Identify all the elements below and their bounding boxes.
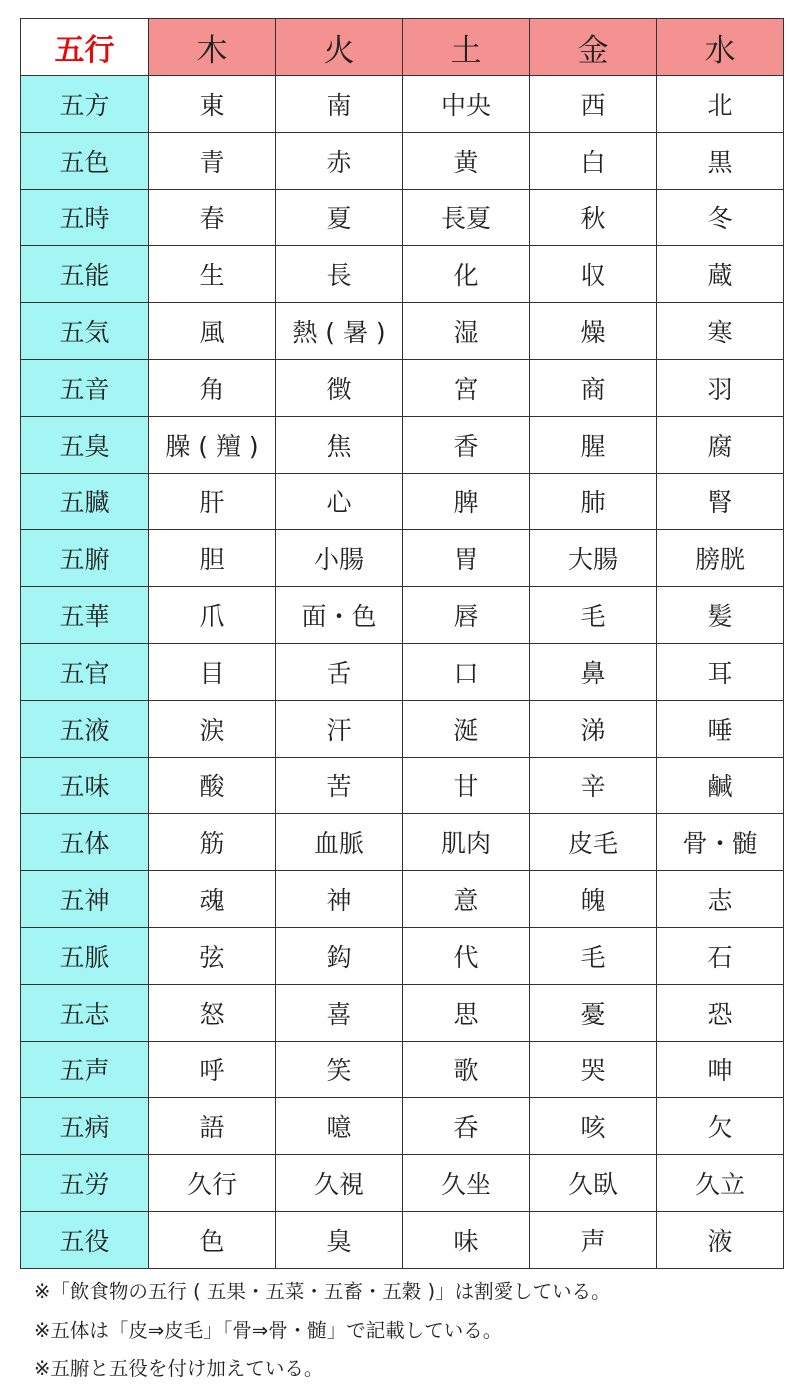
table-row bbox=[21, 246, 784, 303]
table-cell: 久視 bbox=[276, 1155, 403, 1212]
table-cell: 腎 bbox=[657, 473, 784, 530]
row-header: 五役 bbox=[21, 1211, 149, 1268]
table-cell: 燥 bbox=[530, 303, 657, 360]
table-cell: 骨・髄 bbox=[657, 814, 784, 871]
table-cell: 血脈 bbox=[276, 814, 403, 871]
row-header: 五色 bbox=[21, 132, 149, 189]
table-cell: 呼 bbox=[149, 1041, 276, 1098]
five-elements-table bbox=[20, 18, 784, 1269]
table-cell: 焦 bbox=[276, 416, 403, 473]
table-cell: 黄 bbox=[403, 132, 530, 189]
table-cell: 口 bbox=[403, 643, 530, 700]
table-cell: 志 bbox=[657, 871, 784, 928]
table-cell: 唾 bbox=[657, 700, 784, 757]
table-row bbox=[21, 303, 784, 360]
table-cell: 目 bbox=[149, 643, 276, 700]
row-header: 五神 bbox=[21, 871, 149, 928]
table-cell: 肺 bbox=[530, 473, 657, 530]
table-cell: 恐 bbox=[657, 984, 784, 1041]
table-cell: 声 bbox=[530, 1211, 657, 1268]
table-cell: 小腸 bbox=[276, 530, 403, 587]
row-header: 五声 bbox=[21, 1041, 149, 1098]
table-header-row bbox=[21, 19, 784, 76]
table-cell: 収 bbox=[530, 246, 657, 303]
table-cell: 角 bbox=[149, 359, 276, 416]
row-header: 五臭 bbox=[21, 416, 149, 473]
table-cell: 白 bbox=[530, 132, 657, 189]
table-row bbox=[21, 1041, 784, 1098]
table-cell: 心 bbox=[276, 473, 403, 530]
table-cell: 呑 bbox=[403, 1098, 530, 1155]
table-body bbox=[21, 76, 784, 1269]
table-cell: 香 bbox=[403, 416, 530, 473]
table-cell: 赤 bbox=[276, 132, 403, 189]
row-header: 五能 bbox=[21, 246, 149, 303]
table-cell: 宮 bbox=[403, 359, 530, 416]
table-cell: 呻 bbox=[657, 1041, 784, 1098]
table-cell: 怒 bbox=[149, 984, 276, 1041]
table-row bbox=[21, 757, 784, 814]
table-cell: 欠 bbox=[657, 1098, 784, 1155]
table-cell: 長夏 bbox=[403, 189, 530, 246]
table-cell: 毛 bbox=[530, 927, 657, 984]
row-header: 五臓 bbox=[21, 473, 149, 530]
table-cell: 咳 bbox=[530, 1098, 657, 1155]
table-cell: 苦 bbox=[276, 757, 403, 814]
row-header: 五志 bbox=[21, 984, 149, 1041]
table-cell: 臭 bbox=[276, 1211, 403, 1268]
table-row bbox=[21, 189, 784, 246]
table-cell: 髪 bbox=[657, 587, 784, 644]
table-cell: 神 bbox=[276, 871, 403, 928]
table-cell: 東 bbox=[149, 76, 276, 133]
table-cell: 胃 bbox=[403, 530, 530, 587]
table-cell: 笑 bbox=[276, 1041, 403, 1098]
footnotes bbox=[34, 1276, 774, 1392]
table-cell: 冬 bbox=[657, 189, 784, 246]
table-row bbox=[21, 814, 784, 871]
table-cell: 代 bbox=[403, 927, 530, 984]
table-cell: 鈎 bbox=[276, 927, 403, 984]
row-header: 五病 bbox=[21, 1098, 149, 1155]
table-cell: 面・色 bbox=[276, 587, 403, 644]
row-header: 五方 bbox=[21, 76, 149, 133]
table-cell: 皮毛 bbox=[530, 814, 657, 871]
column-header: 水 bbox=[657, 19, 784, 76]
table-row bbox=[21, 76, 784, 133]
table-cell: 南 bbox=[276, 76, 403, 133]
footnote: ※五体は「皮⇒皮毛」「骨⇒骨・髄」で記載している。 bbox=[34, 1318, 503, 1342]
row-header: 五液 bbox=[21, 700, 149, 757]
table-cell: 液 bbox=[657, 1211, 784, 1268]
table-cell: 噫 bbox=[276, 1098, 403, 1155]
row-header: 五味 bbox=[21, 757, 149, 814]
table-cell: 久坐 bbox=[403, 1155, 530, 1212]
row-header: 五気 bbox=[21, 303, 149, 360]
table-row bbox=[21, 984, 784, 1041]
table-cell: 舌 bbox=[276, 643, 403, 700]
table-cell: 化 bbox=[403, 246, 530, 303]
table-cell: 意 bbox=[403, 871, 530, 928]
table-row bbox=[21, 871, 784, 928]
table-cell: 商 bbox=[530, 359, 657, 416]
table-cell: 鼻 bbox=[530, 643, 657, 700]
table-cell: 夏 bbox=[276, 189, 403, 246]
table-cell: 脾 bbox=[403, 473, 530, 530]
table-cell: 久立 bbox=[657, 1155, 784, 1212]
table-row bbox=[21, 587, 784, 644]
table-cell: 膀胱 bbox=[657, 530, 784, 587]
table-cell: 秋 bbox=[530, 189, 657, 246]
table-cell: 徴 bbox=[276, 359, 403, 416]
row-header: 五時 bbox=[21, 189, 149, 246]
footnote: ※「飲食物の五行 ( 五果・五菜・五畜・五穀 )」は割愛している。 bbox=[34, 1280, 611, 1303]
table-cell: 語 bbox=[149, 1098, 276, 1155]
table-cell: 寒 bbox=[657, 303, 784, 360]
table-cell: 耳 bbox=[657, 643, 784, 700]
table-cell: 唇 bbox=[403, 587, 530, 644]
row-header: 五労 bbox=[21, 1155, 149, 1212]
table-cell: 汗 bbox=[276, 700, 403, 757]
table-cell: 胆 bbox=[149, 530, 276, 587]
table-cell: 味 bbox=[403, 1211, 530, 1268]
table-cell: 臊 ( 羶 ) bbox=[149, 416, 276, 473]
row-header: 五音 bbox=[21, 359, 149, 416]
table-cell: 魂 bbox=[149, 871, 276, 928]
corner-label: 五行 bbox=[21, 19, 149, 76]
table-row bbox=[21, 927, 784, 984]
table-cell: 毛 bbox=[530, 587, 657, 644]
table-row bbox=[21, 530, 784, 587]
table-row bbox=[21, 132, 784, 189]
table-cell: 憂 bbox=[530, 984, 657, 1041]
table-cell: 肝 bbox=[149, 473, 276, 530]
table-row bbox=[21, 1098, 784, 1155]
table-cell: 弦 bbox=[149, 927, 276, 984]
table-cell: 哭 bbox=[530, 1041, 657, 1098]
column-header: 土 bbox=[403, 19, 530, 76]
table-cell: 熱 ( 暑 ) bbox=[276, 303, 403, 360]
table-cell: 思 bbox=[403, 984, 530, 1041]
column-header: 火 bbox=[276, 19, 403, 76]
table-cell: 涕 bbox=[530, 700, 657, 757]
table-cell: 筋 bbox=[149, 814, 276, 871]
table-row bbox=[21, 643, 784, 700]
table-cell: 爪 bbox=[149, 587, 276, 644]
table-cell: 湿 bbox=[403, 303, 530, 360]
table-cell: 生 bbox=[149, 246, 276, 303]
table-cell: 色 bbox=[149, 1211, 276, 1268]
table-cell: 羽 bbox=[657, 359, 784, 416]
table-cell: 甘 bbox=[403, 757, 530, 814]
table-cell: 久行 bbox=[149, 1155, 276, 1212]
table-cell: 腥 bbox=[530, 416, 657, 473]
table-cell: 魄 bbox=[530, 871, 657, 928]
table-row bbox=[21, 700, 784, 757]
table-cell: 腐 bbox=[657, 416, 784, 473]
table-cell: 肌肉 bbox=[403, 814, 530, 871]
table-cell: 黒 bbox=[657, 132, 784, 189]
table-cell: 石 bbox=[657, 927, 784, 984]
table-row bbox=[21, 1155, 784, 1212]
table-row bbox=[21, 473, 784, 530]
row-header: 五華 bbox=[21, 587, 149, 644]
column-header: 金 bbox=[530, 19, 657, 76]
table-cell: 久臥 bbox=[530, 1155, 657, 1212]
table-cell: 辛 bbox=[530, 757, 657, 814]
table-cell: 酸 bbox=[149, 757, 276, 814]
table-cell: 春 bbox=[149, 189, 276, 246]
table-cell: 風 bbox=[149, 303, 276, 360]
table-cell: 長 bbox=[276, 246, 403, 303]
table-cell: 北 bbox=[657, 76, 784, 133]
table-cell: 大腸 bbox=[530, 530, 657, 587]
table-row bbox=[21, 1211, 784, 1268]
table-cell: 西 bbox=[530, 76, 657, 133]
row-header: 五脈 bbox=[21, 927, 149, 984]
table-cell: 喜 bbox=[276, 984, 403, 1041]
table-cell: 涎 bbox=[403, 700, 530, 757]
table-cell: 鹹 bbox=[657, 757, 784, 814]
column-header: 木 bbox=[149, 19, 276, 76]
table-cell: 蔵 bbox=[657, 246, 784, 303]
table-row bbox=[21, 416, 784, 473]
table-cell: 歌 bbox=[403, 1041, 530, 1098]
row-header: 五体 bbox=[21, 814, 149, 871]
table-cell: 中央 bbox=[403, 76, 530, 133]
table-row bbox=[21, 359, 784, 416]
row-header: 五官 bbox=[21, 643, 149, 700]
footnote: ※五腑と五役を付け加えている。 bbox=[34, 1357, 324, 1380]
row-header: 五腑 bbox=[21, 530, 149, 587]
table-cell: 青 bbox=[149, 132, 276, 189]
table-cell: 涙 bbox=[149, 700, 276, 757]
